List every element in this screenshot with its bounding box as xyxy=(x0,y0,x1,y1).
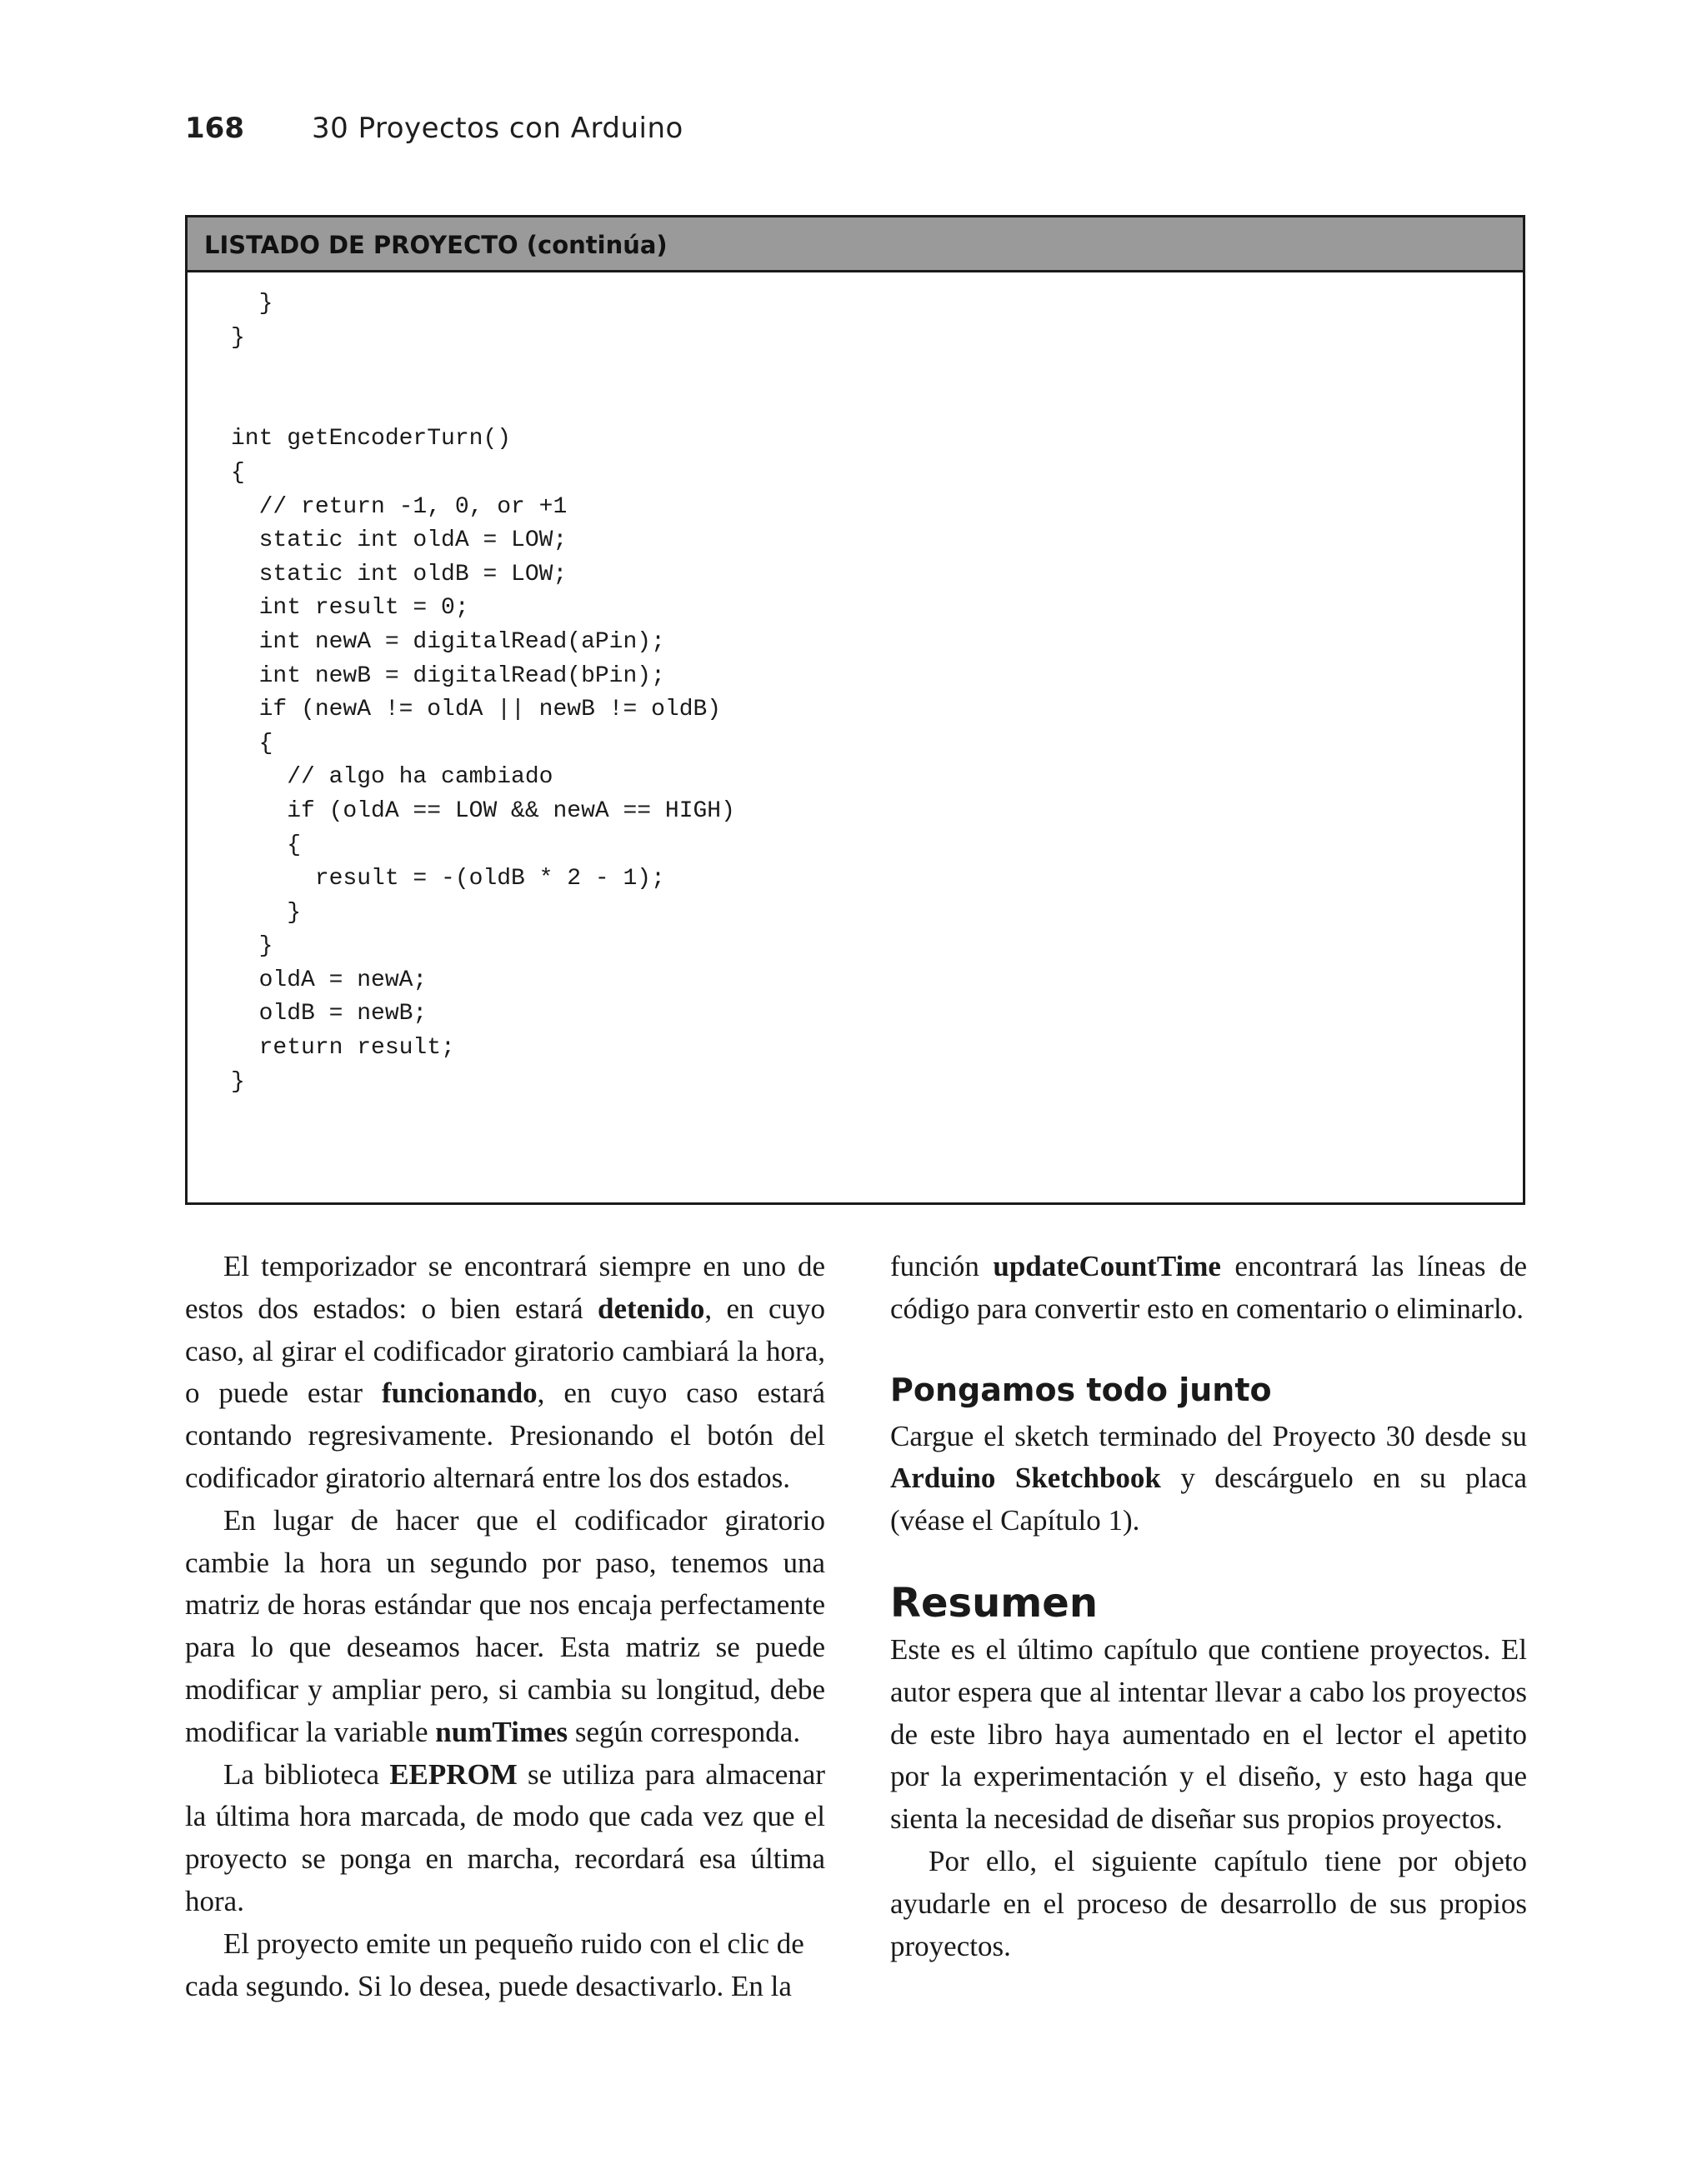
code-listing-box xyxy=(185,215,1525,1205)
paragraph-click-noise xyxy=(185,1923,825,2008)
text-span: , en cuyo caso estará contando regresivamente. Presionando el botón del codificador giratorio alternará entre los dos estados. xyxy=(185,1377,825,1494)
bold-term-detenido: detenido xyxy=(598,1292,705,1325)
left-column xyxy=(185,1246,825,2007)
section-title-pongamos: Pongamos todo junto xyxy=(890,1371,1272,1408)
text-span: , en cuyo caso, al girar el codificador giratorio cambiará la hora, o puede estar xyxy=(185,1292,825,1410)
bold-term-eeprom: EEPROM xyxy=(389,1757,518,1791)
bold-term-funcionando: funcionando xyxy=(381,1377,538,1410)
text-span: En lugar de hacer que el codificador giratorio cambie la hora un segundo por paso, tenemos una matriz de horas estándar que nos encaja perfectamente para lo que deseamos hacer. Esta matriz se puede modificar y ampliar pero, si cambia su longitud, debe modificar la variable xyxy=(185,1503,825,1748)
paragraph-upload-sketch xyxy=(890,1416,1527,1542)
text-span: función xyxy=(890,1250,994,1282)
text-span: El temporizador se encontrará siempre en uno de estos dos estados: o bien estará xyxy=(185,1250,825,1325)
bold-term-numtimes: numTimes xyxy=(435,1715,568,1748)
text-span: Cargue el sketch terminado del Proyecto 30 desde su xyxy=(890,1419,1527,1452)
paragraph-next-chapter: Por ello, el siguiente capítulo tiene por objeto ayudarle en el proceso de desarrollo de sus propios proyectos. xyxy=(890,1844,1527,1962)
paragraph-timer-states xyxy=(185,1246,825,1500)
bold-term-updatecounttime: updateCountTime xyxy=(993,1250,1221,1282)
text-span: encontrará las líneas de código para convertir esto en comentario o eliminarlo. xyxy=(890,1250,1527,1325)
paragraph-times-array xyxy=(185,1500,825,1754)
paragraph-summary: Este es el último capítulo que contiene proyectos. El autor espera que al intentar llevar a cabo los proyectos de este libro haya aumentado en el lector el apetito por la experimentación y el diseño, y esto haga que sienta la necesidad de diseñar sus propios proyectos. xyxy=(890,1632,1527,1836)
listing-title: LISTADO DE PROYECTO (continúa) xyxy=(188,217,1523,272)
text-span: y descárguelo en su placa (véase el Capítulo 1). xyxy=(890,1462,1527,1537)
paragraph-eeprom xyxy=(185,1754,825,1923)
running-header xyxy=(185,107,683,150)
text-span: se utiliza para almacenar la última hora marcada, de modo que cada vez que el proyecto se ponga en marcha, recordará esa última hora. xyxy=(185,1757,825,1917)
text-span: La biblioteca xyxy=(223,1757,390,1791)
text-span: según corresponda. xyxy=(568,1715,801,1748)
paragraph-update-count-time xyxy=(890,1246,1527,1331)
right-column xyxy=(890,1246,1527,1967)
text-span: El proyecto emite un pequeño ruido con el clic de cada segundo. Si lo desea, puede desactivarlo. En la xyxy=(185,1927,804,2002)
bold-term-arduino-sketchbook: Arduino Sketchbook xyxy=(890,1462,1161,1495)
section-title-resumen: Resumen xyxy=(890,1579,1098,1627)
book-title: 30 Proyectos con Arduino xyxy=(312,112,683,145)
page-number: 168 xyxy=(185,112,244,145)
code-listing: } } int getEncoderTurn() { // return -1, 0, or +1 static int oldA = LOW; static int oldB = LOW; int result = 0; int newA = digitalRead(aPin); int newB = digitalRead(bPin); if (newA != oldA || newB != oldB) { // algo ha cambiado if (oldA == LOW && newA == HIGH) { result = -(oldB * 2 - 1); } } oldA = newA; oldB = newB; return result; } xyxy=(231,291,735,1095)
